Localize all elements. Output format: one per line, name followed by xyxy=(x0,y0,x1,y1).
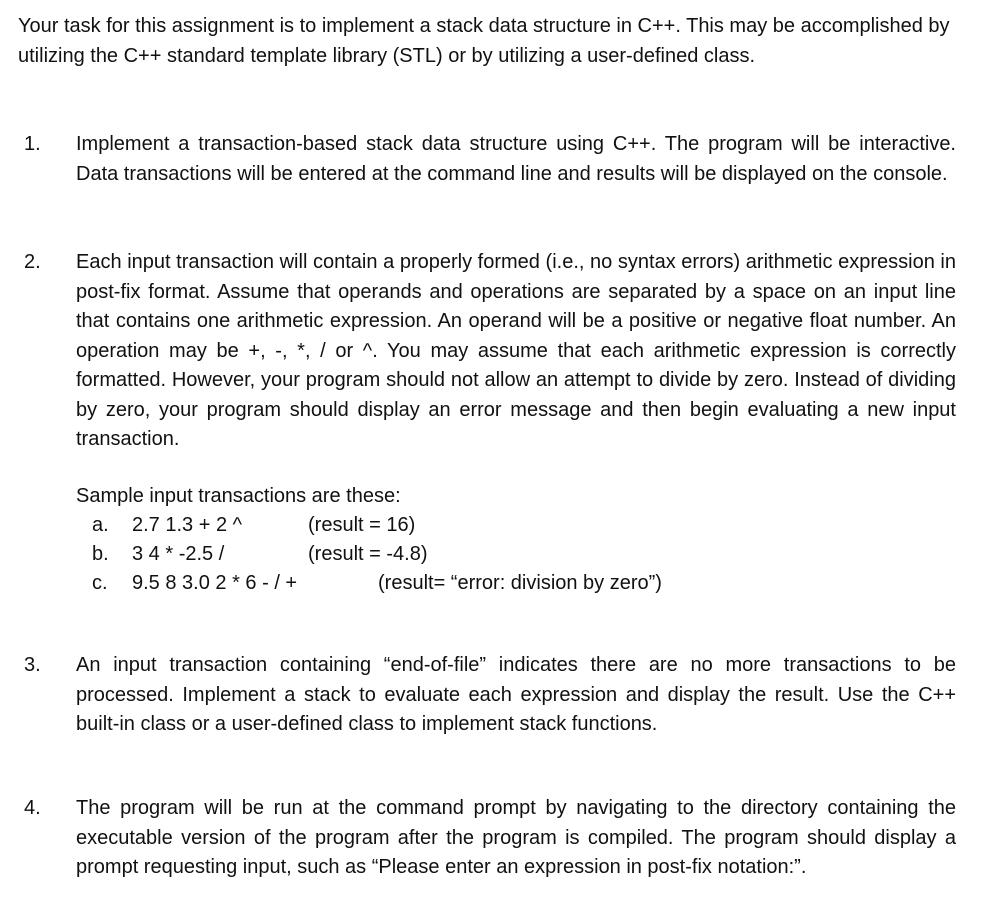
list-item-text: The program will be run at the command prompt by navigating to the directory containing the executable version of the program after the program is compiled. The program should display a prompt requesting input, such as “Please enter an expression in post-fix notation:”. xyxy=(76,797,956,878)
intro-paragraph: Your task for this assignment is to implement a stack data structure in C++. This may be accomplished by utilizing the C++ standard template library (STL) or by utilizing a user-defined class. xyxy=(18,15,950,67)
list-item-text: Each input transaction will contain a properly formed (i.e., no syntax errors) arithmetic expression in post-fix format. Assume that operands and operations are separated by a space on an input line that contains one arithmetic expression. An operand will be a positive or negative float number. An operation may be +, -, *, / or ^. You may assume that each arithmetic expression is correctly formatted. However, your program should not allow an attempt to divide by zero. Instead of dividing by zero, your program should display an error message and then begin evaluating a new input transaction. xyxy=(76,251,956,450)
list-item-text: Implement a transaction-based stack data structure using C++. The program will be interactive. Data transactions will be entered at the command line and results will be displayed on the console. xyxy=(76,133,956,185)
sample-expression: 2.7 1.3 + 2 ^ xyxy=(132,514,243,536)
sample-letter: a. xyxy=(92,514,109,536)
sample-letter: b. xyxy=(92,543,109,565)
list-item-text: An input transaction containing “end-of-file” indicates there are no more transactions to be processed. Implement a stack to evaluate each expression and display the result. Use the C++ built-in class or a user-defined class to implement stack functions. xyxy=(76,654,956,735)
sample-entry-b xyxy=(92,540,972,569)
list-item-number: 3. xyxy=(24,654,41,676)
sample-result: (result= “error: division by zero”) xyxy=(378,572,662,594)
sample-entry-c xyxy=(92,569,972,598)
sample-expression: 3 4 * -2.5 / xyxy=(132,543,225,565)
list-item-number: 2. xyxy=(24,251,41,273)
sample-result: (result = -4.8) xyxy=(308,543,428,565)
sample-entry-a xyxy=(92,511,972,540)
list-item-number: 4. xyxy=(24,797,41,819)
list-item-number: 1. xyxy=(24,133,41,155)
samples-title: Sample input transactions are these: xyxy=(76,485,401,507)
sample-result: (result = 16) xyxy=(308,514,416,536)
sample-letter: c. xyxy=(92,572,108,594)
sample-expression: 9.5 8 3.0 2 * 6 - / + xyxy=(132,572,298,594)
